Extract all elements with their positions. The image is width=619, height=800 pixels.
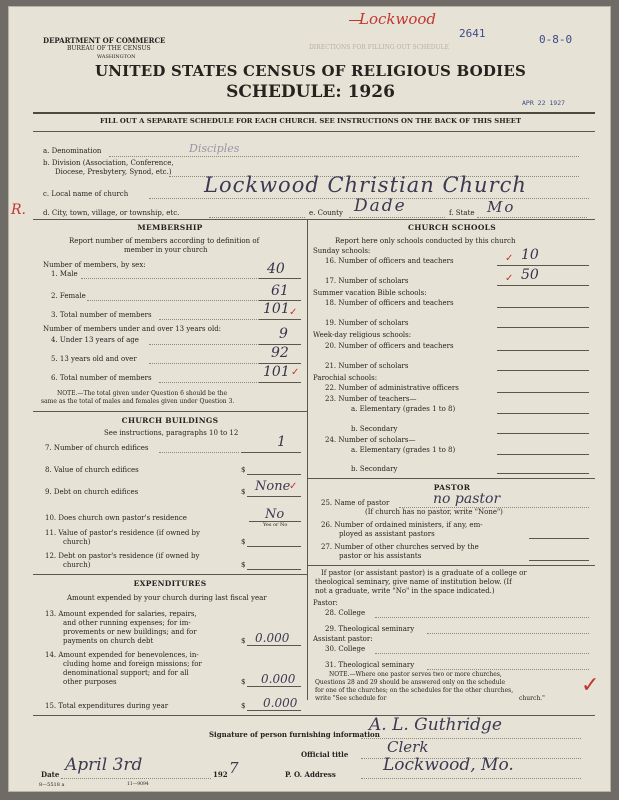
rule [33, 574, 307, 575]
q13-value: 0.000 [255, 631, 290, 645]
division-label-2: Diocese, Presbytery, Synod, etc.) [55, 168, 172, 176]
q28-label: 28. College [325, 609, 366, 617]
date-label: Date [41, 770, 60, 779]
grad-note-2: theological seminary, give name of institution below. (If [315, 578, 512, 586]
dollar-sign: $ [241, 637, 246, 645]
answer-line [497, 265, 589, 266]
q25-note: (If church has no pastor, write "None") [365, 508, 503, 516]
denomination-value: Disciples [189, 142, 240, 155]
q24b-label: b. Secondary [351, 465, 398, 473]
year-prefix: 192 [213, 770, 228, 779]
q6-label: 6. Total number of members [51, 374, 152, 382]
expenditures-sub: Amount expended by your church during last fiscal year [67, 594, 267, 602]
dollar-sign: $ [241, 538, 246, 546]
dotline [61, 778, 211, 779]
dept-label: DEPARTMENT OF COMMERCE [43, 36, 166, 45]
dotline [149, 344, 259, 345]
q1-value: 40 [267, 261, 285, 277]
answer-line [497, 350, 589, 351]
buildings-title: CHURCH BUILDINGS [121, 416, 219, 425]
q2-label: 2. Female [51, 292, 86, 300]
answer-line [241, 452, 301, 453]
q23b-label: b. Secondary [351, 425, 398, 433]
census-schedule-sheet [8, 6, 611, 792]
year-suffix: 7 [229, 759, 239, 777]
q14-label-2: cluding home and foreign missions; for [63, 660, 202, 668]
q19-label: 19. Number of scholars [325, 319, 409, 327]
q26-label-1: 26. Number of ordained ministers, if any, em- [321, 521, 483, 529]
denomination-label: a. Denomination [43, 147, 102, 155]
q21-label: 21. Number of scholars [325, 362, 409, 370]
stamp-id: 0-8-0 [539, 33, 573, 46]
check-mark: ✓ [291, 367, 300, 378]
rule [33, 112, 595, 114]
q8-label: 8. Value of church edifices [45, 466, 139, 474]
q2-value: 61 [271, 283, 289, 299]
by-sex-label: Number of members, by sex: [43, 261, 146, 269]
dollar-sign: $ [241, 702, 246, 710]
county-label: e. County [309, 209, 343, 217]
check-mark: ✓ [581, 673, 600, 698]
state-value: Mo [487, 198, 516, 216]
dollar-sign: $ [241, 488, 246, 496]
q11-label-2: church) [63, 538, 91, 546]
answer-line [497, 392, 589, 393]
q13-label-4: payments on church debt [63, 637, 154, 645]
rule [33, 411, 307, 412]
q18-label: 18. Number of officers and teachers [325, 299, 454, 307]
answer-line [497, 327, 589, 328]
form-number: 8—5518 a [39, 782, 65, 788]
dotline [427, 633, 589, 634]
q17-label: 17. Number of scholars [325, 277, 409, 285]
answer-line [247, 546, 301, 547]
rule [307, 478, 595, 479]
schools-sub: Report here only schools conducted by this church [335, 237, 516, 245]
q9-label: 9. Debt on church edifices [45, 488, 139, 496]
assistant-subhead: Assistant pastor: [313, 635, 373, 643]
pastor-subhead: Pastor: [313, 599, 338, 607]
q25-value: no pastor [433, 491, 501, 507]
red-dash [349, 20, 361, 21]
answer-line [497, 307, 589, 308]
answer-line [529, 560, 589, 561]
official-title-label: Official title [301, 750, 349, 759]
q16-value: 10 [521, 247, 539, 263]
q11-label-1: 11. Value of pastor's residence (if owned by [45, 529, 200, 537]
pastor-note-1: NOTE.—Where one pastor serves two or more churches, [329, 671, 502, 678]
grad-note-1: If pastor (or assistant pastor) is a graduate of a college or [321, 569, 527, 577]
summer-label: Summer vacation Bible schools: [313, 289, 427, 297]
dotline [427, 669, 589, 670]
rule [33, 715, 595, 716]
city-field-label: d. City, town, village, or township, etc. [43, 209, 180, 217]
q14-label-3: denominational support; and for all [63, 669, 189, 677]
signature-label: Signature of person furnishing information [209, 730, 380, 739]
yes-or-no-hint: Yes or No [263, 522, 288, 528]
official-title-value: Clerk [387, 738, 429, 756]
bureau-label: BUREAU OF THE CENSUS [67, 45, 151, 52]
dotline [159, 452, 239, 453]
pastor-note-4b: church." [519, 695, 545, 702]
instruction-line: FILL OUT A SEPARATE SCHEDULE FOR EACH CHURCH. SEE INSTRUCTIONS ON THE BACK OF THIS SHEET [99, 117, 522, 125]
answer-line [247, 686, 301, 687]
q12-label-1: 12. Debt on pastor's residence (if owned by [45, 552, 200, 560]
dotline [159, 319, 259, 320]
q5-value: 92 [271, 345, 289, 361]
po-address-label: P. O. Address [285, 770, 336, 779]
schools-title: CHURCH SCHOOLS [408, 223, 496, 232]
q15-value: 0.000 [263, 696, 298, 710]
membership-intro-2: member in your church [124, 246, 208, 254]
q16-label: 16. Number of officers and teachers [325, 257, 454, 265]
q23-label: 23. Number of teachers— [325, 395, 417, 403]
dollar-sign: $ [241, 561, 246, 569]
q17-value: 50 [521, 267, 539, 283]
rule [307, 565, 595, 566]
local-name-value: Lockwood Christian Church [204, 173, 527, 197]
state-label: f. State [449, 209, 475, 217]
q6-value: 101 [263, 364, 290, 380]
dotline [375, 617, 589, 618]
q13-label-3: provements or new buildings; and for [63, 628, 197, 636]
expenditures-title: EXPENDITURES [133, 579, 207, 588]
q14-value: 0.000 [261, 672, 296, 686]
answer-line [247, 710, 301, 711]
answer-line [247, 474, 301, 475]
answer-line [497, 454, 589, 455]
q4-label: 4. Under 13 years of age [51, 336, 139, 344]
answer-line [497, 370, 589, 371]
dotline [149, 363, 259, 364]
answer-line [247, 569, 301, 570]
membership-note-1: NOTE.—The total given under Question 6 should be the [57, 390, 228, 397]
q5-label: 5. 13 years old and over [51, 355, 137, 363]
dotline [81, 278, 259, 279]
q3-value: 101 [263, 301, 290, 317]
answer-line [247, 496, 301, 497]
rule [33, 219, 595, 220]
city-label: WASHINGTON [97, 54, 136, 60]
answer-line [259, 382, 301, 383]
q27-label-2: pastor or his assistants [339, 552, 422, 560]
pastor-note-2: Questions 28 and 29 should be answered only on the schedule [315, 679, 506, 686]
check-mark: ✓ [505, 253, 514, 264]
dotline [349, 217, 445, 218]
pastor-note-4: write "See schedule for [315, 695, 387, 702]
date-value: April 3rd [65, 755, 143, 775]
dollar-sign: $ [241, 678, 246, 686]
dotline [209, 217, 305, 218]
form-number-2: 11—9094 [127, 782, 149, 787]
pastor-title: PASTOR [433, 483, 471, 492]
stamp-code: 2641 [459, 27, 486, 40]
q31-label: 31. Theological seminary [325, 661, 415, 669]
q24-label: 24. Number of scholars— [325, 436, 416, 444]
dotline [159, 382, 259, 383]
membership-note-2: same as the total of males and females given under Question 3. [41, 398, 235, 405]
q13-label-1: 13. Amount expended for salaries, repairs, [45, 610, 197, 618]
answer-line [497, 433, 589, 434]
q25-label: 25. Name of pastor [321, 499, 390, 507]
parochial-label: Parochial schools: [313, 374, 378, 382]
q15-label: 15. Total expenditures during year [45, 702, 169, 710]
dollar-sign: $ [241, 466, 246, 474]
age-label: Number of members under and over 13 years old: [43, 325, 222, 333]
dotline [87, 300, 259, 301]
form-title: UNITED STATES CENSUS OF RELIGIOUS BODIES [94, 62, 527, 80]
q10-label: 10. Does church own pastor's residence [45, 514, 187, 522]
buildings-sub: See instructions, paragraphs 10 to 12 [104, 429, 239, 437]
answer-line [497, 285, 589, 286]
dotline [109, 156, 579, 157]
q23a-label: a. Elementary (grades 1 to 8) [351, 405, 456, 413]
answer-line [259, 278, 301, 279]
faint-back-text: DIRECTIONS FOR FILLING OUT SCHEDULE [309, 44, 449, 51]
check-mark: ✓ [289, 481, 298, 492]
dotline [361, 778, 581, 779]
local-name-label: c. Local name of church [43, 190, 129, 198]
stamp-date: APR 22 1927 [522, 99, 566, 107]
answer-line [247, 645, 301, 646]
answer-line [497, 413, 589, 414]
q7-value: 1 [277, 434, 286, 450]
rule [33, 131, 595, 132]
q7-label: 7. Number of church edifices [45, 444, 149, 452]
pastor-note-3: for one of the churches; on the schedules for the other churches, [315, 687, 514, 694]
weekday-label: Week-day religious schools: [313, 331, 412, 339]
q1-label: 1. Male [51, 270, 78, 278]
q13-label-2: and other running expenses; for im- [63, 619, 191, 627]
q3-label: 3. Total number of members [51, 311, 152, 319]
grad-note-3: not a graduate, write "No" in the space indicated.) [315, 587, 495, 595]
margin-mark: R. [11, 202, 26, 218]
q22-label: 22. Number of administrative officers [325, 384, 459, 392]
column-divider [307, 219, 308, 700]
q14-label-4: other purposes [63, 678, 117, 686]
stamp-red-lockwood: Lockwood [359, 10, 436, 28]
q4-value: 9 [279, 326, 288, 342]
dotline [477, 217, 587, 218]
membership-intro-1: Report number of members according to definition of [69, 237, 260, 245]
q26-label-2: ployed as assistant pastors [339, 530, 435, 538]
q10-value: No [265, 507, 285, 522]
po-address-value: Lockwood, Mo. [383, 755, 514, 775]
q14-label-1: 14. Amount expended for benevolences, in- [45, 651, 199, 659]
answer-line [529, 538, 589, 539]
sunday-label: Sunday schools: [313, 247, 371, 255]
division-label: b. Division (Association, Conference, [43, 159, 174, 167]
schedule-title: SCHEDULE: 1926 [226, 82, 395, 102]
q20-label: 20. Number of officers and teachers [325, 342, 454, 350]
q30-label: 30. College [325, 645, 366, 653]
check-mark: ✓ [505, 273, 514, 284]
check-mark: ✓ [289, 307, 298, 318]
answer-line [497, 473, 589, 474]
membership-title: MEMBERSHIP [137, 223, 203, 232]
signature-value: A. L. Guthridge [369, 715, 502, 735]
dotline [375, 653, 589, 654]
q24a-label: a. Elementary (grades 1 to 8) [351, 446, 456, 454]
county-value: Dade [354, 196, 407, 216]
q12-label-2: church) [63, 561, 91, 569]
q9-value: None [255, 479, 291, 494]
answer-line [259, 319, 301, 320]
q29-label: 29. Theological seminary [325, 625, 415, 633]
q27-label-1: 27. Number of other churches served by the [321, 543, 479, 551]
